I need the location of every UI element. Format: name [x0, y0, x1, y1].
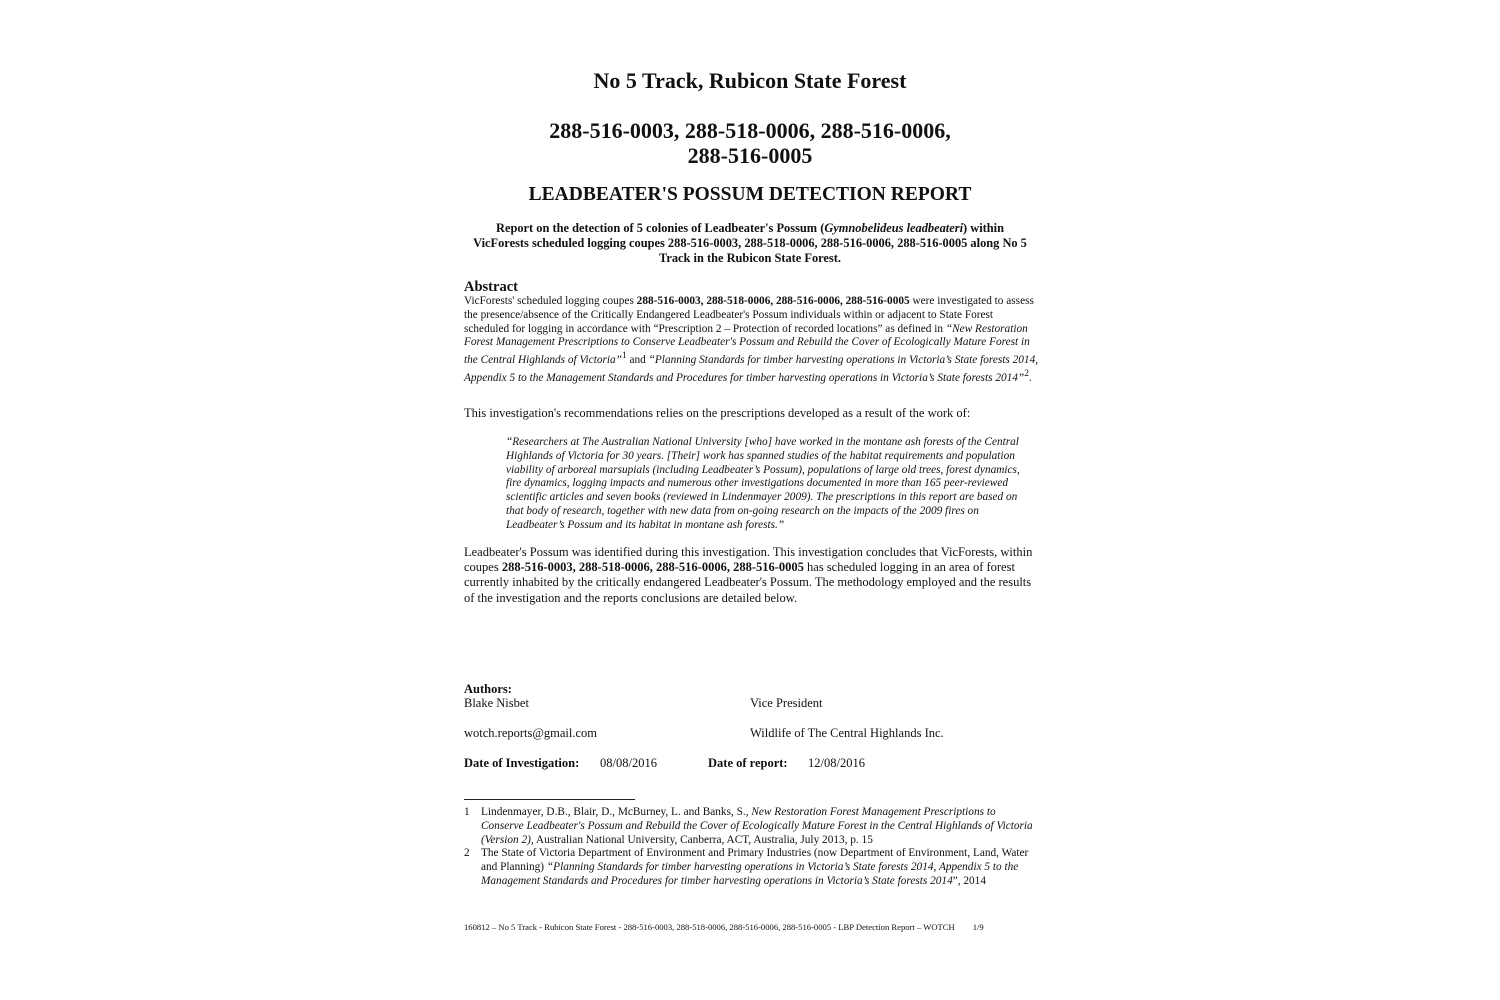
- intro-text-part1: Report on the detection of 5 colonies of Leadbeater's Possum (: [496, 221, 825, 235]
- coupe-numbers-line2: 288-516-0005: [687, 143, 813, 168]
- footnote-1-publisher: , Australian National University, Canberra, ACT, Australia, July 2013, p. 15: [530, 833, 873, 846]
- footnote-2-source: The State of Victoria Department of Environment and Primary Industries (now Department of Environment, Land, Water and Planning): [481, 847, 1029, 873]
- report-intro: [470, 221, 1030, 267]
- investigation-date-value: 08/08/2016: [600, 756, 657, 770]
- footnote-2-title: “Planning Standards for timber harvesting operations in Victoria’s State forests 2014, Appendix 5 to the Management Standards and Procedures for timber harvesting operations in Victoria’s State forests 2014: [481, 860, 1019, 887]
- research-quote: “Researchers at The Australian National University [who] have worked in the montane ash forests of the Central Highlands of Victoria for 30 years. [Their] work has spanned studies of the habitat requirements and population viability of arboreal marsupials (including Leadbeater’s Possum), populations of large old trees, forest dynamics, fire dynamics, logging impacts and numerous other investigations documented in more than 165 peer-reviewed scientific articles and seven books (reviewed in Lindenmayer 2009). The prescriptions in this report are based on that body of research, together with new data from on-going research on the impacts of the 2009 fires on Leadbeater’s Possum and its habitat in montane ash forests.”: [506, 436, 1020, 531]
- page-number: 1/9: [972, 922, 984, 932]
- species-name: Gymnobelideus leadbeateri: [824, 221, 964, 235]
- abstract-text-2: were investigated to assess the presence/absence of the Critically Endangered Leadbeater's Possum individuals within or adjacent to State Forest scheduled for logging in accordance with “Prescription 2 – Protection of recorded locations” as defined in: [464, 295, 1034, 335]
- document-title: No 5 Track, Rubicon State Forest: [593, 68, 907, 93]
- footnote-1-title: New Restoration Forest Management Prescriptions to Conserve Leadbeater's Possum and Rebuild the Cover of Ecologically Mature Forest in the Central Highlands of Victoria (Version 2): [481, 806, 1033, 846]
- conclusion-text-2: has scheduled logging in an area of forest currently inhabited by the critically endangered Leadbeater's Possum. The methodology employed and the results of the investigation and the reports conclusions are detailed below.: [464, 560, 1032, 605]
- abstract-text-1: VicForests' scheduled logging coupes: [464, 295, 637, 307]
- abstract-coupes: 288-516-0003, 288-518-0006, 288-516-0006, 288-516-0005: [636, 295, 910, 307]
- conclusion-text-1: Leadbeater's Possum was identified during this investigation. This investigation concludes that VicForests, within coupes: [464, 545, 1033, 575]
- report-type-title: LEADBEATER'S POSSUM DETECTION REPORT: [528, 184, 972, 205]
- footnote-1: [464, 806, 1034, 847]
- footnote-1-number: 1: [464, 806, 470, 818]
- footnote-2-number: 2: [464, 847, 470, 859]
- abstract-text-4: .: [1028, 371, 1032, 384]
- report-date-value: 12/08/2016: [808, 756, 865, 770]
- coupe-numbers-title: [450, 118, 1050, 168]
- footnote-2: [464, 847, 1034, 888]
- intro-text-part2: ) within VicForests scheduled logging coupes 288-516-0003, 288-518-0006, 288-516-0006, 288-516-0005 along No 5 Track in the Rubicon State Forest.: [473, 221, 1027, 266]
- abstract-reference-1: “New Restoration Forest Management Prescriptions to Conserve Leadbeater's Possum and Rebuild the Cover of Ecologically Mature Forest in the Central Highlands of Victoria”: [464, 322, 1030, 366]
- author-name: Blake Nisbet: [464, 696, 529, 710]
- author-email: wotch.reports@gmail.com: [464, 726, 598, 740]
- authors-label: Authors:: [464, 682, 512, 696]
- abstract-heading: Abstract: [464, 279, 518, 295]
- abstract-paragraph: [464, 295, 1039, 385]
- footnote-1-authors: Lindenmayer, D.B., Blair, D., McBurney, L. and Banks, S.,: [481, 806, 752, 818]
- footnote-1-text: [481, 806, 1034, 847]
- abstract-reference-2: “Planning Standards for timber harvesting operations in Victoria’s State forests 2014, Appendix 5 to the Management Standards and Procedures for timber harvesting operations in Victoria’s State forests 2014”: [464, 353, 1039, 384]
- footnote-divider: [464, 799, 635, 800]
- relies-paragraph: This investigation's recommendations relies on the prescriptions developed as a result of the work of:: [464, 406, 971, 420]
- footer-text: 160812 – No 5 Track - Rubicon State Forest - 288-516-0003, 288-518-0006, 288-516-0006, 288-516-0005 - LBP Detection Report – WOTCH: [464, 922, 955, 932]
- page-footer: [464, 922, 984, 933]
- author-role: Vice President: [750, 696, 823, 710]
- footnote-marker-2: 2: [1024, 368, 1029, 379]
- footnote-2-year: ”, 2014: [952, 874, 986, 887]
- conclusion-coupes: 288-516-0003, 288-518-0006, 288-516-0006, 288-516-0005: [501, 560, 804, 575]
- footnote-marker-1: 1: [621, 351, 627, 362]
- footnote-2-text: [481, 847, 1034, 888]
- author-organisation: Wildlife of The Central Highlands Inc.: [750, 726, 944, 740]
- conclusion-paragraph: [464, 545, 1034, 606]
- abstract-text-3: and: [626, 353, 649, 366]
- report-date-label: Date of report:: [708, 756, 788, 770]
- investigation-date-label: Date of Investigation:: [464, 756, 580, 770]
- coupe-numbers-line1: 288-516-0003, 288-518-0006, 288-516-0006,: [549, 118, 951, 143]
